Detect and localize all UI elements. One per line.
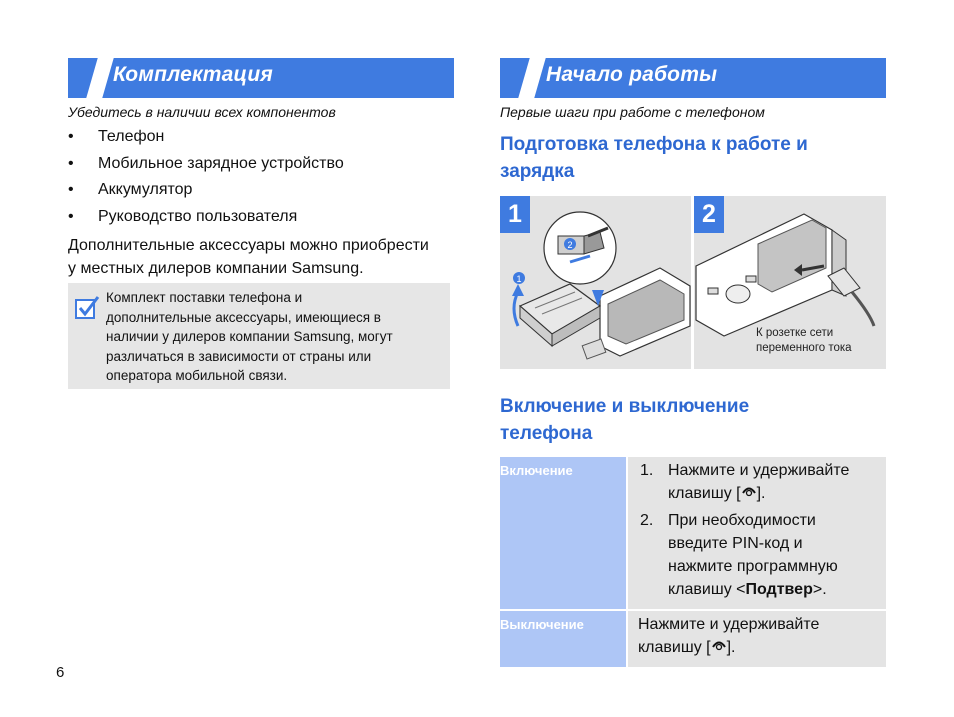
accessories-paragraph: Дополнительные аксессуары можно приобрести у местных дилеров компании Samsung. (68, 237, 429, 277)
right-section-header (500, 58, 886, 98)
table-row (500, 457, 886, 609)
right-section-title: Начало работы (546, 63, 718, 86)
contents-list (68, 127, 448, 233)
section-heading-power: Включение и выключение телефона (500, 396, 750, 444)
power-key-icon (741, 484, 757, 498)
list-item: • Мобильное зарядное устройство (68, 154, 344, 172)
note-text: Комплект поставки телефона и дополнительные аксессуары, имеющиеся в наличии у дилеров компании Samsung, могут различаться в зависимости от страны или оператора мобильной связи. (106, 290, 393, 383)
power-off-text: Нажмите и удерживайте клавишу [ ]. (626, 609, 886, 667)
power-off-label: Выключение (500, 609, 626, 667)
power-on-step-1: 1. Нажмите и удерживайте клавишу [ ]. (640, 462, 850, 502)
left-section-header (68, 58, 454, 98)
list-item: • Руководство пользователя (68, 207, 298, 225)
illustration-panel-2 (694, 196, 886, 369)
power-on-label: Включение (500, 457, 626, 609)
checkbox-icon (74, 295, 100, 321)
step-number-2: 2 (694, 196, 724, 233)
power-on-step-2: 2. При необходимости введите PIN-код и нажмите программную клавишу <Подтвер>. (640, 512, 838, 598)
note-box (68, 283, 450, 389)
list-item: • Телефон (68, 128, 165, 145)
charger-caption: К розетке сети переменного тока (756, 327, 852, 354)
battery-install-illustration (500, 196, 691, 369)
left-section-title: Комплектация (113, 63, 273, 86)
table-row (500, 609, 886, 667)
list-item: • Аккумулятор (68, 181, 193, 198)
svg-text:2: 2 (567, 240, 573, 250)
page-number: 6 (56, 664, 65, 681)
right-subtitle: Первые шаги при работе с телефоном (500, 104, 765, 120)
left-subtitle: Убедитесь в наличии всех компонентов (68, 104, 336, 120)
section-heading-prepare: Подготовка телефона к работе и зарядка (500, 134, 808, 182)
svg-text:1: 1 (516, 274, 522, 284)
power-key-icon (711, 638, 727, 652)
power-table (500, 457, 886, 667)
illustration-panel-1 (500, 196, 691, 369)
step-number-1: 1 (500, 196, 530, 233)
